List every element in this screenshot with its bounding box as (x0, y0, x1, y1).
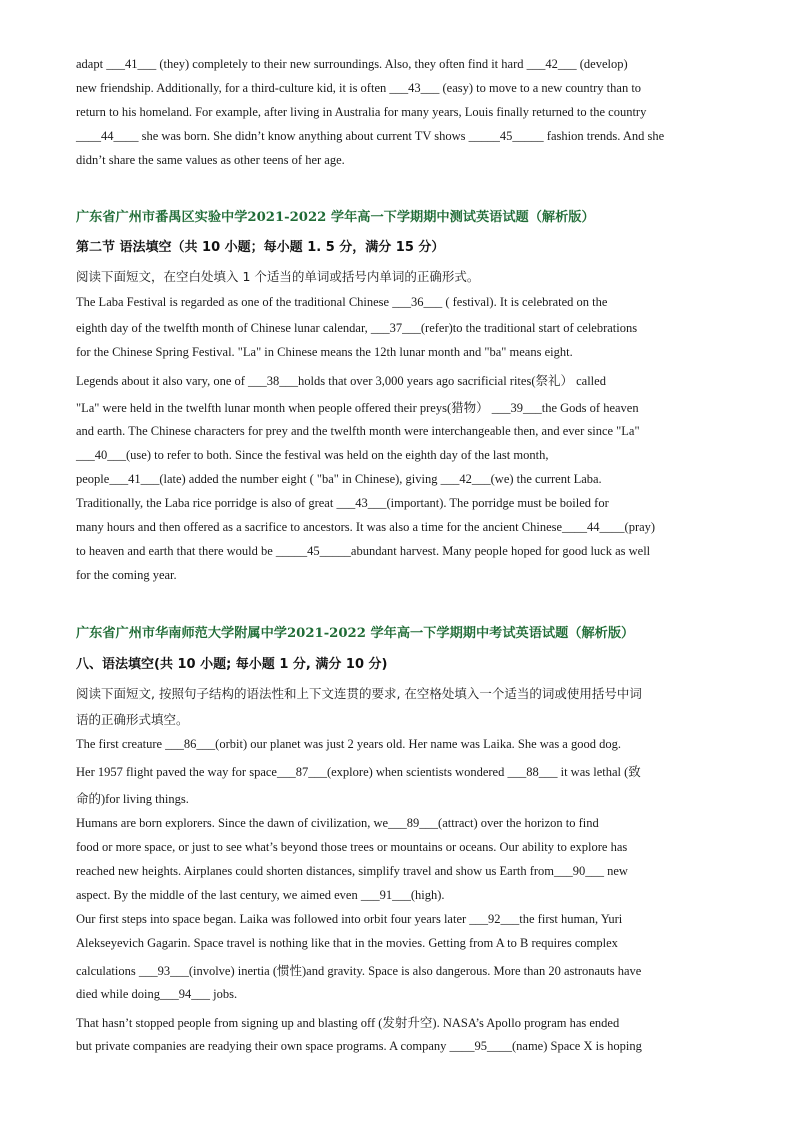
passage-line: Her 1957 flight paved the way for space___87___(explore) when scientists wondered ___88___ it was lethal (致 (76, 765, 641, 779)
passage-line: eighth day of the twelfth month of Chinese lunar calendar, ___37___(refer)to the traditional start of celebrations (76, 321, 638, 335)
passage-line: "La" were held in the twelfth lunar month when people offered their preys(猎物） ___39___the Gods of heaven (76, 401, 639, 415)
passage-line: for the coming year. (76, 568, 177, 582)
passage-line: Our first steps into space began. Laika was followed into orbit four years later ___92___the first human, Yuri (76, 912, 623, 926)
section-title: 广东省广州市番禺区实验中学2021-2022 学年高一下学期期中测试英语试题（解析版） (76, 210, 595, 225)
passage-line: didn’t share the same values as other teens of her age. (76, 153, 345, 167)
passage-line: new friendship. Additionally, for a third-culture kid, it is often ___43___ (easy) to move to a new country than to (76, 81, 642, 95)
passage-line: return to his homeland. For example, after living in Australia for many years, Louis finally returned to the country (76, 105, 647, 119)
passage-line: to heaven and earth that there would be _____45_____abundant harvest. Many people hoped for good luck as well (76, 544, 651, 558)
passage-line: ___40___(use) to refer to both. Since the festival was held on the eighth day of the last month, (76, 448, 549, 462)
passage-line: The first creature ___86___(orbit) our planet was just 2 years old. Her name was Laika. She was a good dog. (76, 737, 621, 751)
section-subhead: 第二节 语法填空（共 10 小题；每小题 1. 5 分，满分 15 分） (76, 240, 445, 255)
passage-line: 命的)for living things. (76, 792, 189, 806)
passage-line: Alekseyevich Gagarin. Space travel is nothing like that in the movies. Getting from A to B requires complex (76, 936, 618, 950)
passage-line: Legends about it also vary, one of ___38___holds that over 3,000 years ago sacrificial rites(祭礼） called (76, 374, 606, 388)
passage-line: calculations ___93___(involve) inertia (惯性)and gravity. Space is also dangerous. More than 20 astronauts have (76, 964, 642, 978)
section-instruction: 阅读下面短文，在空白处填入 1 个适当的单词或括号内单词的正确形式。 (76, 269, 480, 284)
passage-line: The Laba Festival is regarded as one of the traditional Chinese ___36___ ( festival). It is celebrated on the (76, 295, 608, 309)
passage-line: many hours and then offered as a sacrifice to ancestors. It was also a time for the ancient Chinese____44____(pray) (76, 520, 656, 534)
passage-line: adapt ___41___ (they) completely to their new surroundings. Also, they often find it hard ___42___ (develop) (76, 57, 628, 71)
passage-line: Traditionally, the Laba rice porridge is also of great ___43___(important). The porridge must be boiled for (76, 496, 609, 510)
passage-line: That hasn’t stopped people from signing up and blasting off (发射升空). NASA’s Apollo program has ended (76, 1016, 620, 1030)
passage-line: ____44____ she was born. She didn’t know anything about current TV shows _____45_____ fashion trends. And she (76, 129, 665, 143)
passage-line: and earth. The Chinese characters for prey and the twelfth month were interchangeable then, and ever since "La" (76, 424, 640, 438)
passage-line: people___41___(late) added the number eight ( "ba" in Chinese), giving ___42___(we) the current Laba. (76, 472, 602, 486)
section-instruction: 语的正确形式填空。 (76, 712, 189, 727)
passage-line: reached new heights. Airplanes could shorten distances, simplify travel and show us Earth from___90___ new (76, 864, 628, 878)
section-title: 广东省广州市华南师范大学附属中学2021-2022 学年高一下学期期中考试英语试题（解析版） (76, 626, 635, 641)
passage-line: but private companies are readying their own space programs. A company ____95____(name) Space X is hoping (76, 1039, 642, 1053)
passage-line: aspect. By the middle of the last century, we aimed even ___91___(high). (76, 888, 445, 902)
passage-line: died while doing___94___ jobs. (76, 987, 238, 1001)
passage-line: Humans are born explorers. Since the dawn of civilization, we___89___(attract) over the horizon to find (76, 816, 599, 830)
passage-line: for the Chinese Spring Festival. "La" in Chinese means the 12th lunar month and "ba" means eight. (76, 345, 573, 359)
passage-line: food or more space, or just to see what’s beyond those trees or mountains or oceans. Our ability to explore has (76, 840, 628, 854)
section-subhead: 八、语法填空(共 10 小题; 每小题 1 分, 满分 10 分) (76, 657, 388, 672)
section-instruction: 阅读下面短文, 按照句子结构的语法性和上下文连贯的要求, 在空格处填入一个适当的词或使用括号中词 (76, 686, 642, 701)
